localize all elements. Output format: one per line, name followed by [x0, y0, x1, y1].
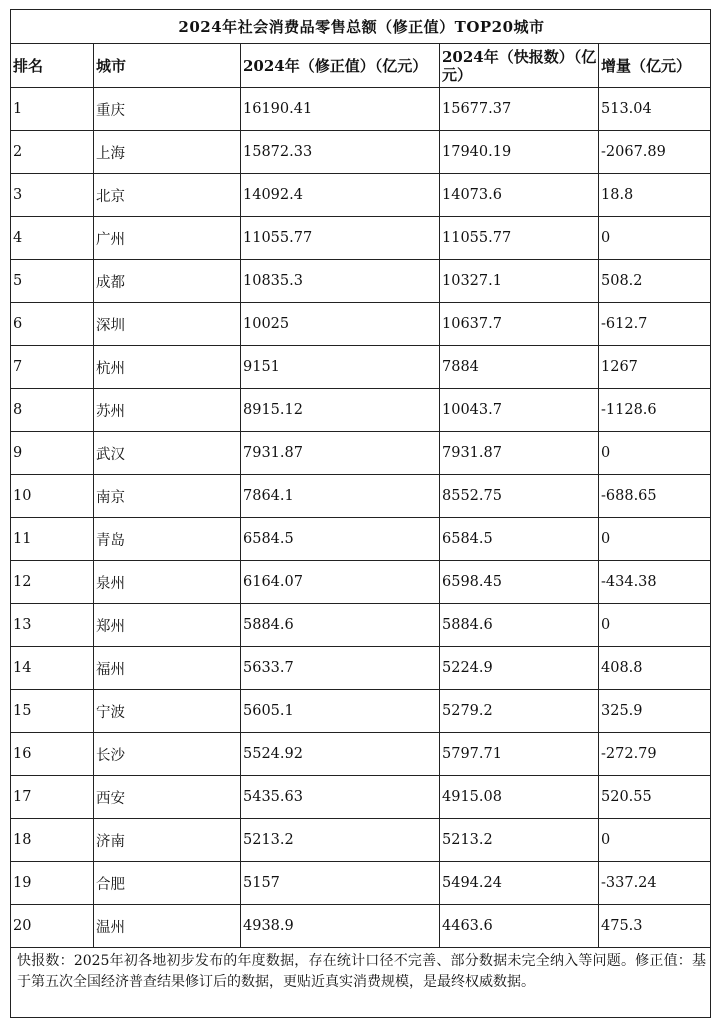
- retail-sales-table-sheet: [10, 9, 710, 1018]
- cell-city: 西安: [94, 776, 241, 819]
- cell-city: 杭州: [94, 346, 241, 389]
- cell-city: 重庆: [94, 88, 241, 131]
- cell-change: 0: [599, 518, 711, 561]
- table-row: [11, 518, 711, 561]
- table-header-row: [11, 44, 711, 88]
- cell-rank: 10: [11, 475, 94, 518]
- cell-city: 郑州: [94, 604, 241, 647]
- cell-preliminary: 5494.24: [440, 862, 599, 905]
- cell-change: 325.9: [599, 690, 711, 733]
- cell-change: 508.2: [599, 260, 711, 303]
- cell-city: 成都: [94, 260, 241, 303]
- cell-change: -612.7: [599, 303, 711, 346]
- cell-preliminary: 6598.45: [440, 561, 599, 604]
- cell-change: 0: [599, 217, 711, 260]
- cell-preliminary: 5797.71: [440, 733, 599, 776]
- table-row: [11, 905, 711, 948]
- cell-preliminary: 10327.1: [440, 260, 599, 303]
- cell-rank: 1: [11, 88, 94, 131]
- cell-change: -688.65: [599, 475, 711, 518]
- cell-change: -1128.6: [599, 389, 711, 432]
- cell-change: 0: [599, 819, 711, 862]
- cell-rank: 2: [11, 131, 94, 174]
- cell-rank: 20: [11, 905, 94, 948]
- cell-revised: 6584.5: [241, 518, 440, 561]
- cell-preliminary: 4463.6: [440, 905, 599, 948]
- header-city: 城市: [94, 44, 241, 88]
- cell-change: 18.8: [599, 174, 711, 217]
- cell-rank: 4: [11, 217, 94, 260]
- cell-preliminary: 5884.6: [440, 604, 599, 647]
- table-note-row: [11, 948, 711, 1018]
- cell-city: 济南: [94, 819, 241, 862]
- cell-preliminary: 10043.7: [440, 389, 599, 432]
- cell-rank: 7: [11, 346, 94, 389]
- table-title-row: [11, 10, 711, 44]
- table-row: [11, 776, 711, 819]
- header-preliminary: 2024年（快报数）（亿元）: [440, 44, 599, 88]
- cell-change: -337.24: [599, 862, 711, 905]
- table-row: [11, 475, 711, 518]
- cell-revised: 5524.92: [241, 733, 440, 776]
- cell-rank: 11: [11, 518, 94, 561]
- cell-revised: 15872.33: [241, 131, 440, 174]
- table-title: 2024年社会消费品零售总额（修正值）TOP20城市: [11, 10, 711, 44]
- table-row: [11, 819, 711, 862]
- cell-preliminary: 5224.9: [440, 647, 599, 690]
- header-revised: 2024年（修正值）（亿元）: [241, 44, 440, 88]
- cell-city: 青岛: [94, 518, 241, 561]
- cell-revised: 5213.2: [241, 819, 440, 862]
- cell-rank: 16: [11, 733, 94, 776]
- cell-revised: 5605.1: [241, 690, 440, 733]
- table-note: 快报数：2025年初各地初步发布的年度数据，存在统计口径不完善、部分数据未完全纳入等问题。修正值：基于第五次全国经济普查结果修订后的数据，更贴近真实消费规模，是最终权威数据。: [11, 948, 711, 1018]
- cell-city: 北京: [94, 174, 241, 217]
- cell-rank: 12: [11, 561, 94, 604]
- cell-revised: 16190.41: [241, 88, 440, 131]
- cell-preliminary: 6584.5: [440, 518, 599, 561]
- table-row: [11, 604, 711, 647]
- cell-change: -272.79: [599, 733, 711, 776]
- cell-rank: 14: [11, 647, 94, 690]
- table-row: [11, 432, 711, 475]
- cell-city: 武汉: [94, 432, 241, 475]
- table-row: [11, 88, 711, 131]
- cell-revised: 8915.12: [241, 389, 440, 432]
- cell-rank: 8: [11, 389, 94, 432]
- cell-preliminary: 5213.2: [440, 819, 599, 862]
- cell-preliminary: 7884: [440, 346, 599, 389]
- cell-preliminary: 17940.19: [440, 131, 599, 174]
- header-change: 增量（亿元）: [599, 44, 711, 88]
- cell-preliminary: 11055.77: [440, 217, 599, 260]
- cell-revised: 10835.3: [241, 260, 440, 303]
- cell-city: 宁波: [94, 690, 241, 733]
- table-body: [11, 88, 711, 948]
- table-row: [11, 174, 711, 217]
- cell-preliminary: 7931.87: [440, 432, 599, 475]
- cell-change: -434.38: [599, 561, 711, 604]
- cell-rank: 17: [11, 776, 94, 819]
- cell-preliminary: 10637.7: [440, 303, 599, 346]
- cell-city: 福州: [94, 647, 241, 690]
- table-row: [11, 862, 711, 905]
- table-row: [11, 647, 711, 690]
- table-row: [11, 260, 711, 303]
- cell-preliminary: 4915.08: [440, 776, 599, 819]
- cell-revised: 5884.6: [241, 604, 440, 647]
- cell-city: 合肥: [94, 862, 241, 905]
- table-row: [11, 733, 711, 776]
- cell-revised: 9151: [241, 346, 440, 389]
- cell-rank: 9: [11, 432, 94, 475]
- cell-revised: 5435.63: [241, 776, 440, 819]
- cell-change: 0: [599, 604, 711, 647]
- cell-revised: 10025: [241, 303, 440, 346]
- cell-revised: 5157: [241, 862, 440, 905]
- cell-city: 长沙: [94, 733, 241, 776]
- cell-change: 0: [599, 432, 711, 475]
- cell-rank: 15: [11, 690, 94, 733]
- cell-rank: 3: [11, 174, 94, 217]
- header-rank: 排名: [11, 44, 94, 88]
- cell-change: 1267: [599, 346, 711, 389]
- table-row: [11, 346, 711, 389]
- cell-change: 408.8: [599, 647, 711, 690]
- cell-revised: 14092.4: [241, 174, 440, 217]
- cell-rank: 5: [11, 260, 94, 303]
- cell-rank: 13: [11, 604, 94, 647]
- cell-change: -2067.89: [599, 131, 711, 174]
- cell-change: 520.55: [599, 776, 711, 819]
- cell-rank: 18: [11, 819, 94, 862]
- cell-city: 南京: [94, 475, 241, 518]
- cell-city: 上海: [94, 131, 241, 174]
- cell-city: 泉州: [94, 561, 241, 604]
- cell-revised: 7931.87: [241, 432, 440, 475]
- table-row: [11, 690, 711, 733]
- cell-revised: 6164.07: [241, 561, 440, 604]
- cell-revised: 7864.1: [241, 475, 440, 518]
- retail-sales-table: [10, 9, 711, 1018]
- cell-preliminary: 8552.75: [440, 475, 599, 518]
- cell-city: 苏州: [94, 389, 241, 432]
- cell-revised: 11055.77: [241, 217, 440, 260]
- cell-preliminary: 15677.37: [440, 88, 599, 131]
- cell-preliminary: 5279.2: [440, 690, 599, 733]
- cell-change: 475.3: [599, 905, 711, 948]
- table-row: [11, 389, 711, 432]
- cell-change: 513.04: [599, 88, 711, 131]
- cell-city: 温州: [94, 905, 241, 948]
- table-row: [11, 303, 711, 346]
- cell-revised: 5633.7: [241, 647, 440, 690]
- cell-revised: 4938.9: [241, 905, 440, 948]
- cell-city: 深圳: [94, 303, 241, 346]
- cell-preliminary: 14073.6: [440, 174, 599, 217]
- cell-rank: 19: [11, 862, 94, 905]
- cell-rank: 6: [11, 303, 94, 346]
- table-row: [11, 561, 711, 604]
- cell-city: 广州: [94, 217, 241, 260]
- table-row: [11, 217, 711, 260]
- table-row: [11, 131, 711, 174]
